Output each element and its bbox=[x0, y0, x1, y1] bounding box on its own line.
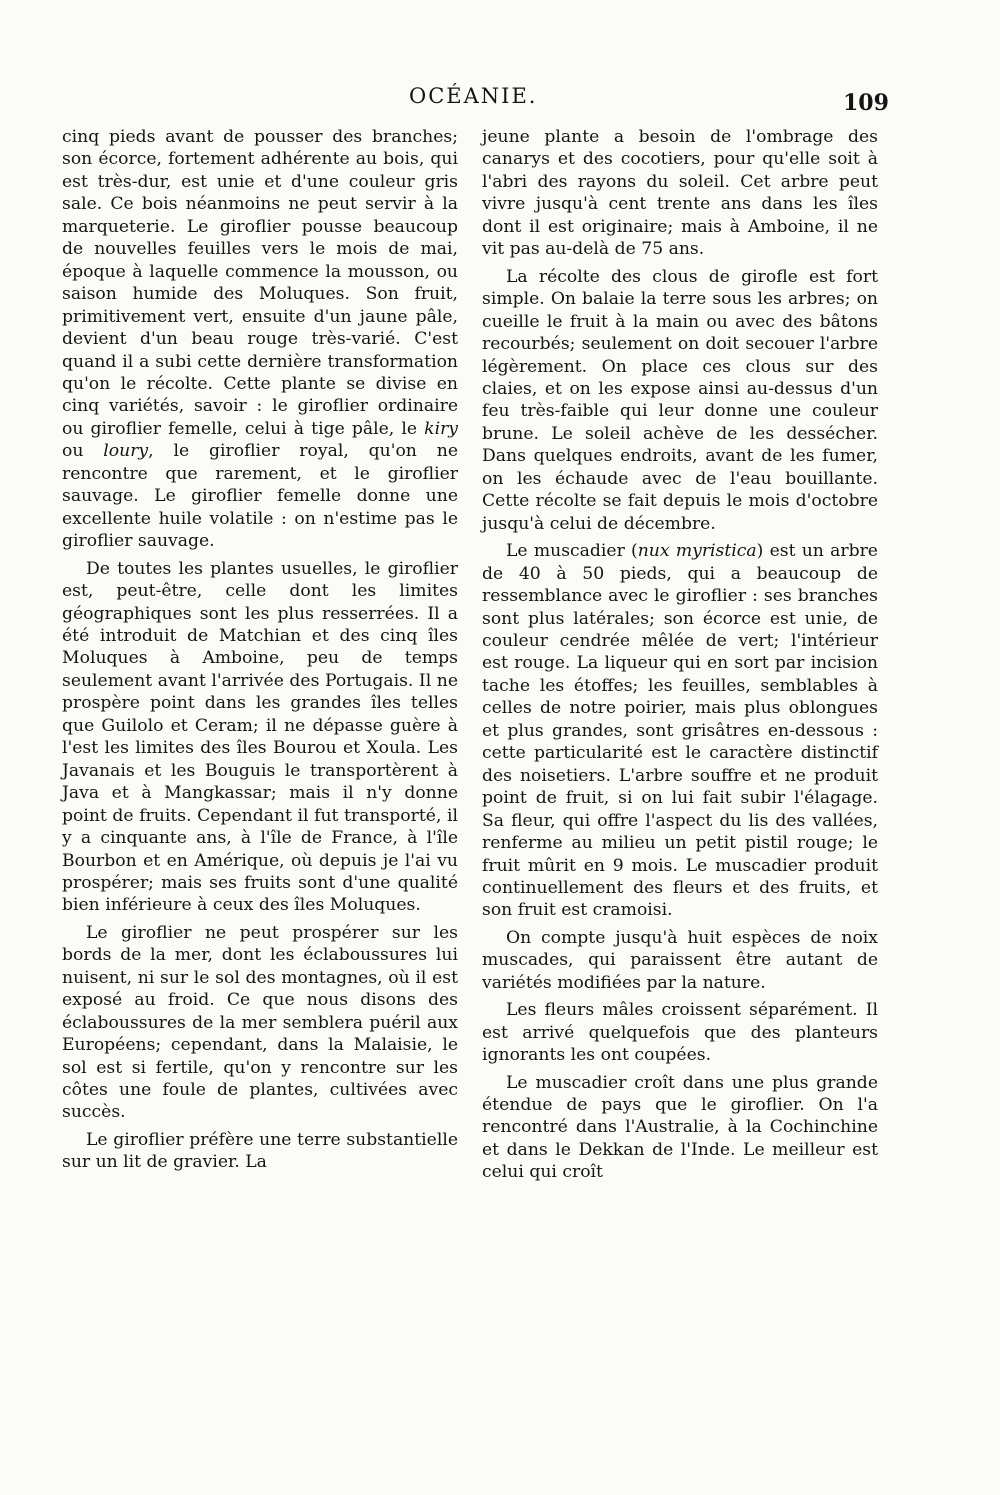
right-column bbox=[482, 126, 878, 1184]
paragraph: La récolte des clous de girofle est fort simple. On balaie la terre sous les arbres; on cueille le fruit à la main ou avec des bâtons recourbés; seulement on doit secouer l'arbre légèrement. On place ces clous sur des claies, et on les expose ainsi au-dessus d'un feu très-faible qui leur donne une couleur brune. Le soleil achève de les dessécher. Dans quelques endroits, avant de les fumer, on les échaude avec de l'eau bouillante. Cette récolte se fait depuis le mois d'octobre jusqu'à celui de décembre. bbox=[482, 266, 878, 534]
paragraph: Le giroflier préfère une terre substantielle sur un lit de gravier. La bbox=[62, 1129, 458, 1173]
paragraph: On compte jusqu'à huit espèces de noix muscades, qui paraissent être autant de variétés modifiées par la nature. bbox=[482, 927, 878, 993]
page-number: 109 bbox=[843, 90, 889, 116]
paragraph: cinq pieds avant de pousser des branches; son écorce, fortement adhérente au bois, qui est très-dur, est unie et d'une couleur gris sale. Ce bois néanmoins ne peut servir à la marqueterie. Le giroflier pousse beaucoup de nouvelles feuilles vers le mois de mai, époque à laquelle commence la mousson, ou saison humide des Moluques. Son fruit, primitivement vert, ensuite d'un jaune pâle, devient d'un beau rouge très-varié. C'est quand il a subi cette dernière transformation qu'on le récolte. Cette plante se divise en cinq variétés, savoir : le giroflier ordinaire ou giroflier femelle, celui à tige pâle, le kiry ou loury, le giroflier royal, qu'on ne rencontre que rarement, et le giroflier sauvage. Le giroflier femelle donne une excellente huile volatile : on n'estime pas le giroflier sauvage. bbox=[62, 127, 458, 552]
running-head: OCÉANIE. bbox=[409, 84, 538, 108]
left-column bbox=[62, 126, 458, 1174]
paragraph: Les fleurs mâles croissent séparément. Il est arrivé quelquefois que des planteurs ignorants les ont coupées. bbox=[482, 1000, 878, 1066]
paragraph: Le giroflier ne peut prospérer sur les bords de la mer, dont les éclaboussures lui nuisent, ni sur le sol des montagnes, où il est exposé au froid. Ce que nous disons des éclaboussures de la mer semblera puéril aux Européens; cependant, dans la Malaisie, le sol est si fertile, qu'on y rencontre sur les côtes une foule de plantes, cultivées avec succès. bbox=[62, 922, 458, 1123]
paragraph: Le muscadier croît dans une plus grande étendue de pays que le giroflier. On l'a rencontré dans l'Australie, à la Cochinchine et dans le Dekkan de l'Inde. Le meilleur est celui qui croît bbox=[482, 1072, 878, 1183]
paragraph: De toutes les plantes usuelles, le giroflier est, peut-être, celle dont les limites géographiques sont les plus resserrées. Il a été introduit de Matchian et des cinq îles Moluques à Amboine, peu de temps seulement avant l'arrivée des Portugais. Il ne prospère point dans les grandes îles telles que Guilolo et Ceram; il ne dépasse guère à l'est les limites des îles Bourou et Xoula. Les Javanais et les Bouguis le transportèrent à Java et à Mangkassar; mais il n'y donne point de fruits. Cependant il fut transporté, il y a cinquante ans, à l'île de France, à l'île Bourbon et en Amérique, où depuis je l'ai vu prospérer; mais ses fruits sont d'une qualité bien inférieure à ceux des îles Moluques. bbox=[62, 558, 458, 916]
paragraph: jeune plante a besoin de l'ombrage des canarys et des cocotiers, pour qu'elle soit à l'abri des rayons du soleil. Cet arbre peut vivre jusqu'à cent trente ans dans les îles dont il est originaire; mais à Amboine, il ne vit pas au-delà de 75 ans. bbox=[482, 127, 878, 260]
paragraph: Le muscadier (nux myristica) est un arbre de 40 à 50 pieds, qui a beaucoup de ressemblance avec le giroflier : ses branches sont plus latérales; son écorce est unie, de couleur cendrée mêlée de vert; l'intérieur est rouge. La liqueur qui en sort par incision tache les étoffes; les feuilles, semblables à celles de notre poirier, mais plus oblongues et plus grandes, sont grisâtres en-dessous : cette particularité est le caractère distinctif des noisetiers. L'arbre souffre et ne produit point de fruit, si on lui fait subir l'élagage. Sa fleur, qui offre l'aspect du lis des vallées, renferme au milieu un petit pistil rouge; le fruit mûrit en 9 mois. Le muscadier produit continuellement des fleurs et des fruits, et son fruit est cramoisi. bbox=[482, 541, 878, 921]
